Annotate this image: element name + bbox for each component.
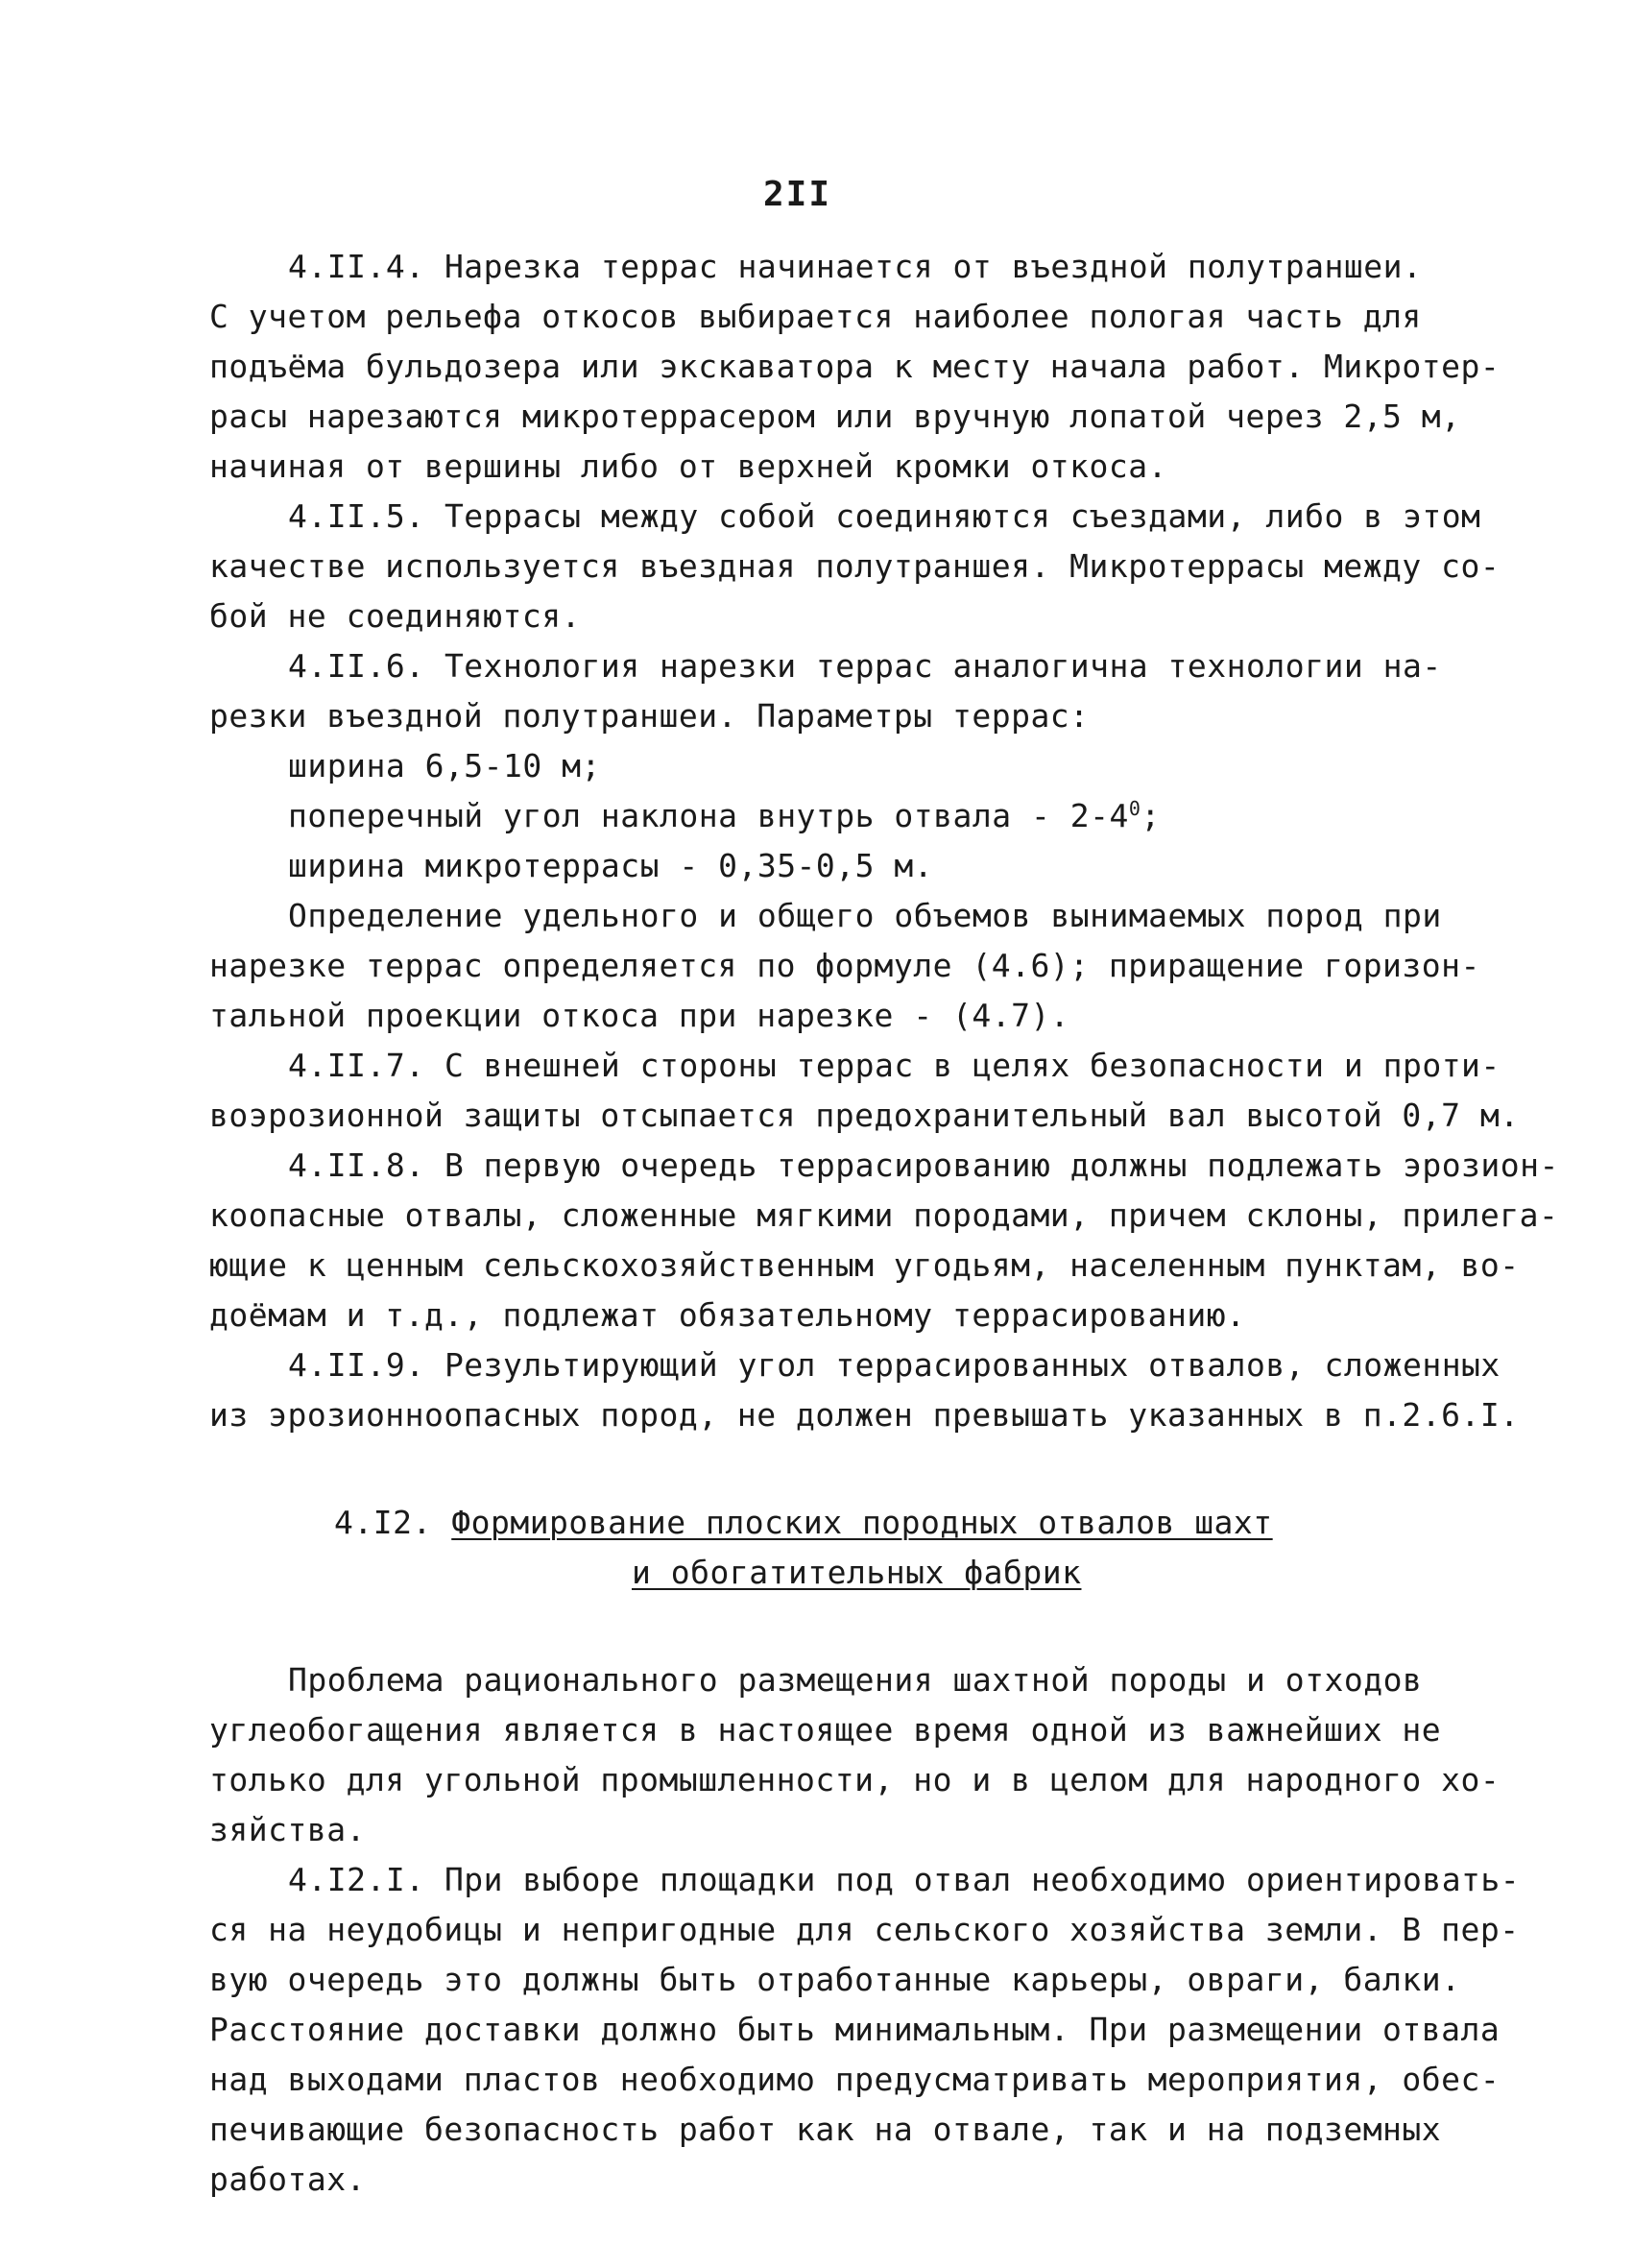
section-title-2: и обогатительных фабрик (632, 1554, 1082, 1591)
text-line: над выходами пластов необходимо предусматривать мероприятия, обес- (209, 2061, 1501, 2098)
text-line: зяйства. (209, 1811, 366, 1848)
text-line: вую очередь это должны быть отработанные карьеры, овраги, балки. (209, 1961, 1461, 1998)
text-line: только для угольной промышленности, но и в целом для народного хо- (209, 1761, 1501, 1798)
text-line: 4.II.6. Технология нарезки террас аналогична технологии на- (288, 647, 1442, 685)
text-line: подъёма бульдозера или экскаватора к месту начала работ. Микротер- (209, 348, 1501, 385)
text-line: ся на неудобицы и непригодные для сельского хозяйства земли. В пер- (209, 1911, 1520, 1948)
text-line: Определение удельного и общего объемов вынимаемых пород при (288, 897, 1442, 934)
text-line: расы нарезаются микротеррасером или вручную лопатой через 2,5 м, (209, 398, 1461, 435)
text-line: резки въездной полутраншеи. Параметры террас: (209, 697, 1090, 735)
text-line: качестве используется въездная полутраншея. Микротеррасы между со- (209, 547, 1501, 585)
text-line-angle (288, 797, 1161, 835)
text-line: С учетом рельефа откосов выбирается наиболее пологая часть для (209, 298, 1422, 335)
page-number: 2II (763, 175, 832, 214)
text-line: начиная от вершины либо от верхней кромки откоса. (209, 447, 1168, 485)
degree-sup: 0 (1128, 797, 1141, 820)
text-line: Расстояние доставки должно быть минимальным. При размещении отвала (209, 2011, 1501, 2048)
text-line: углеобогащения является в настоящее время одной из важнейших не (209, 1711, 1442, 1749)
text-line: ширина 6,5-10 м; (288, 747, 601, 784)
section-title-1: Формирование плоских породных отвалов шахт (451, 1504, 1273, 1541)
text-line: из эрозионноопасных пород, не должен превышать указанных в п.2.6.I. (209, 1396, 1520, 1434)
text-line: ющие к ценным сельскохозяйственным угодьям, населенным пунктам, во- (209, 1246, 1520, 1284)
section-heading-line2 (632, 1554, 1081, 1592)
text-line: нарезке террас определяется по формуле (4.6); приращение горизон- (209, 947, 1480, 984)
text-line: бой не соединяются. (209, 597, 581, 635)
text-line: работах. (209, 2160, 366, 2198)
text-line: 4.II.5. Террасы между собой соединяются съездами, либо в этом (288, 497, 1481, 535)
text-line: Проблема рационального размещения шахтной породы и отходов (288, 1661, 1423, 1699)
angle-tail: ; (1141, 797, 1161, 834)
text-line: тальной проекции откоса при нарезке - (4.7). (209, 997, 1070, 1034)
text-line: коопасные отвалы, сложенные мягкими породами, причем склоны, прилега- (209, 1196, 1559, 1234)
text-line: печивающие безопасность работ как на отвале, так и на подземных (209, 2111, 1442, 2148)
text-line: 4.I2.I. При выборе площадки под отвал необходимо ориентировать- (288, 1861, 1521, 1898)
text-line: воэрозионной защиты отсыпается предохранительный вал высотой 0,7 м. (209, 1097, 1520, 1134)
text-line: доёмам и т.д., подлежат обязательному террасированию. (209, 1296, 1246, 1334)
text-line: 4.II.7. С внешней стороны террас в целях безопасности и проти- (288, 1047, 1501, 1084)
text-line: 4.II.8. В первую очередь террасированию должны подлежать эрозион- (288, 1146, 1559, 1184)
section-number: 4.I2. (334, 1504, 432, 1541)
text-line: 4.II.4. Нарезка террас начинается от въездной полутраншеи. (288, 248, 1423, 285)
text-line: 4.II.9. Результирующий угол террасированных отвалов, сложенных (288, 1346, 1501, 1384)
text-line: ширина микротеррасы - 0,35-0,5 м. (288, 847, 934, 884)
angle-text: поперечный угол наклона внутрь отвала - 2-4 (288, 797, 1129, 834)
section-heading-line1 (334, 1504, 1273, 1542)
